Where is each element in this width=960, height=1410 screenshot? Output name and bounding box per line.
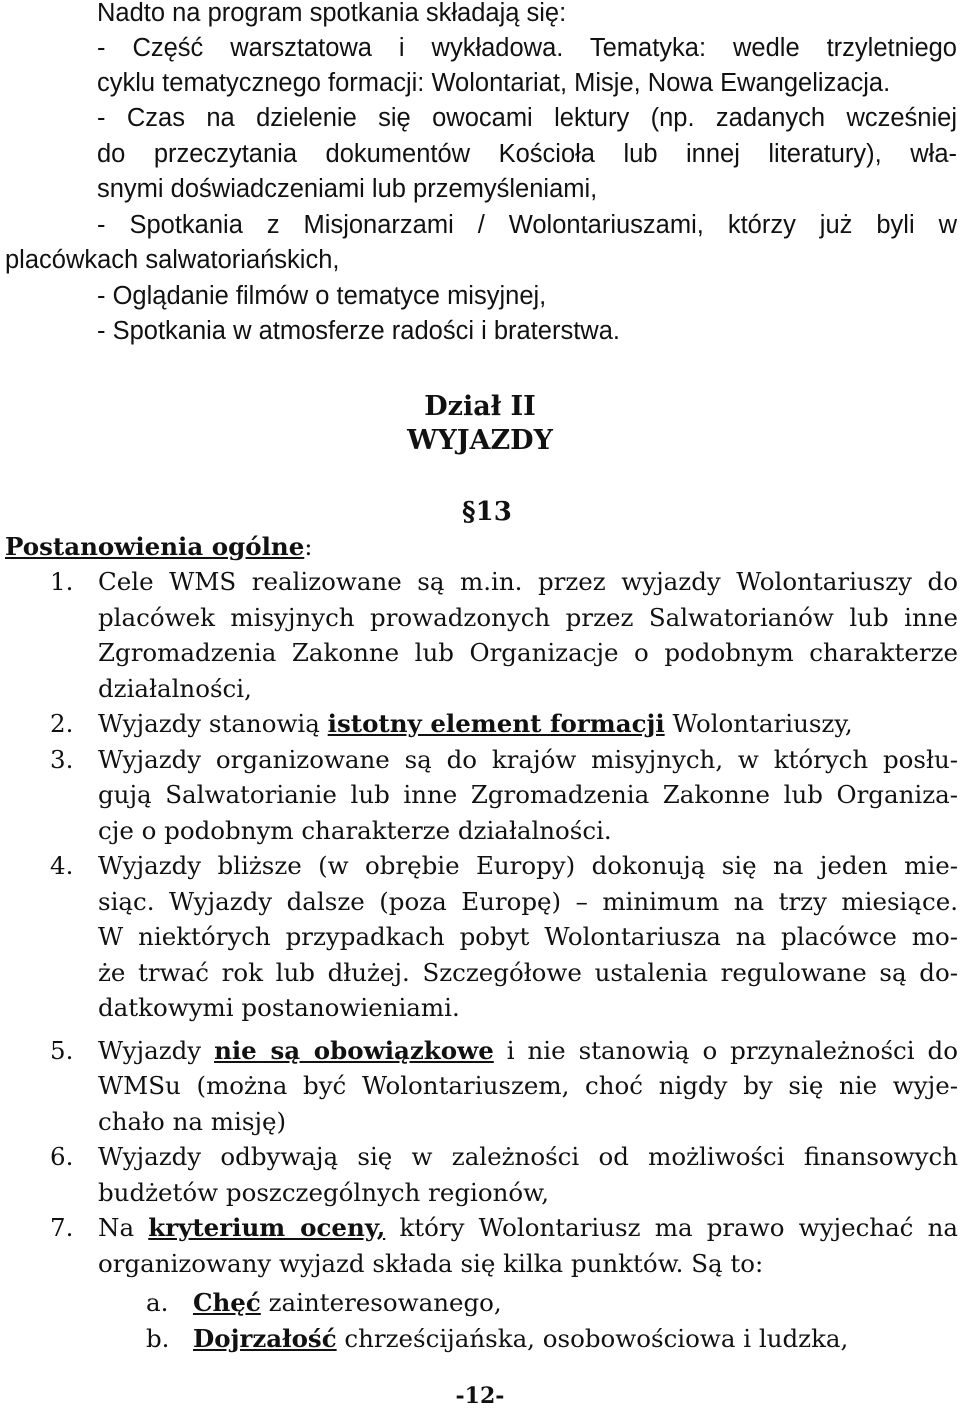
list-item-line [98, 706, 853, 742]
list-item-line: siąc. Wyjazdy dalsze (poza Europę) – minimum na trzy miesiące. [98, 887, 958, 916]
list-number: 3. [50, 745, 74, 774]
list-item-line [98, 1033, 958, 1069]
list-item-line: Wyjazdy organizowane są do krajów misyjnych, w których posłu- [98, 745, 958, 774]
list-item-text: Na [98, 1213, 149, 1242]
sub-list-letter: b. [146, 1324, 170, 1353]
subsection-heading-colon: : [304, 532, 313, 561]
list-item-line: gują Salwatorianie lub inne Zgromadzenia Zakonne lub Organiza- [98, 780, 958, 809]
list-number: 1. [50, 567, 74, 596]
emphasis-text: nie są obowiązkowe [214, 1036, 494, 1065]
emphasis-text: istotny element formacji [327, 709, 665, 738]
list-item-line: budżetów poszczególnych regionów, [98, 1178, 549, 1207]
sub-list-text: zainteresowanego, [260, 1288, 502, 1317]
list-item-text: Wyjazdy stanowią [98, 709, 328, 738]
list-item-line: placówek misyjnych prowadzonych przez Salwatorianów lub inne [98, 603, 958, 632]
list-item-line: WMSu (można być Wolontariuszem, choć nigdy by się nie wyje- [98, 1071, 958, 1100]
list-number: 4. [50, 851, 74, 880]
section-title: WYJAZDY [407, 425, 553, 456]
list-item-line: Cele WMS realizowane są m.in. przez wyjazdy Wolontariuszy do [98, 567, 958, 596]
intro-line: - Spotkania w atmosferze radości i braterstwa. [97, 317, 620, 345]
intro-line: - Spotkania z Misjonarzami / Wolontariuszami, którzy już byli w [97, 211, 957, 239]
intro-line: placówkach salwatoriańskich, [5, 246, 340, 274]
subsection-heading-text: Postanowienia ogólne [5, 532, 305, 561]
intro-line: cyklu tematycznego formacji: Wolontariat, Misje, Nowa Ewangelizacja. [97, 69, 891, 97]
intro-line: do przeczytania dokumentów Kościoła lub innej literatury), wła- [97, 140, 957, 168]
subsection-heading [5, 529, 313, 565]
list-item-text: i nie stanowią o przynależności do [493, 1036, 958, 1065]
page-number: -12- [455, 1383, 505, 1409]
sub-list-text: chrześcijańska, osobowościowa i ludzka, [336, 1324, 849, 1353]
list-item-line: datkowymi postanowieniami. [98, 993, 460, 1022]
list-item-text: Wyjazdy [98, 1036, 215, 1065]
emphasis-text: kryterium oceny, [148, 1213, 386, 1242]
list-number: 2. [50, 709, 74, 738]
list-item-text: który Wolontariusz ma prawo wyjechać na [385, 1213, 958, 1242]
list-number: 6. [50, 1142, 74, 1171]
intro-line: - Część warsztatowa i wykładowa. Tematyka: wedle trzyletniego [97, 34, 957, 62]
intro-line: Nadto na program spotkania składają się: [97, 0, 567, 27]
list-item-line: Zgromadzenia Zakonne lub Organizacje o podobnym charakterze [98, 638, 958, 667]
sub-list-item [193, 1285, 502, 1321]
list-number: 5. [50, 1036, 74, 1065]
emphasis-text: Chęć [193, 1288, 261, 1317]
section-label: Dział II [424, 391, 536, 422]
paragraph-number: §13 [462, 497, 512, 527]
list-item-line: Wyjazdy bliższe (w obrębie Europy) dokonują się na jeden mie- [98, 851, 958, 880]
list-item-line: cje o podobnym charakterze działalności. [98, 816, 612, 845]
list-number: 7. [50, 1213, 74, 1242]
list-item-text: Wolontariuszy, [664, 709, 853, 738]
emphasis-text: Dojrzałość [193, 1324, 337, 1353]
intro-line: snymi doświadczeniami lub przemyśleniami, [97, 175, 598, 203]
list-item-line: W niektórych przypadkach pobyt Wolontariusza na placówce mo- [98, 922, 958, 951]
list-item-line: Wyjazdy odbywają się w zależności od możliwości finansowych [98, 1142, 958, 1171]
intro-line: - Czas na dzielenie się owocami lektury (np. zadanych wcześniej [97, 104, 957, 132]
list-item-line: organizowany wyjazd składa się kilka punktów. Są to: [98, 1249, 764, 1278]
list-item-line: działalności, [98, 674, 252, 703]
list-item-line [98, 1210, 958, 1246]
sub-list-item [193, 1321, 848, 1357]
list-item-line: że trwać rok lub dłużej. Szczegółowe ustalenia regulowane są do- [98, 958, 958, 987]
sub-list-letter: a. [146, 1288, 169, 1317]
intro-line: - Oglądanie filmów o tematyce misyjnej, [97, 282, 547, 310]
list-item-line: chało na misję) [98, 1107, 287, 1136]
